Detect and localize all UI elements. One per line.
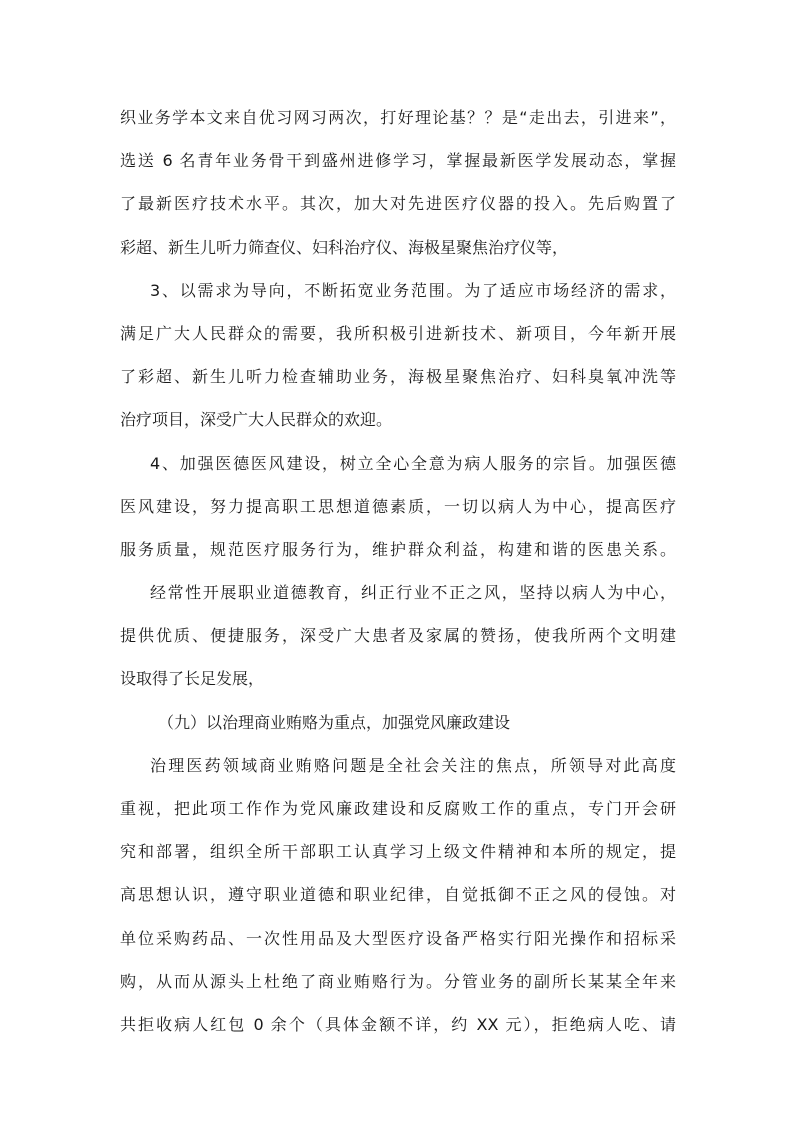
paragraph-start-line: 经常性开展职业道德教育，纠正行业不正之风，坚持以病人为中心， [150, 583, 676, 603]
paragraph-start-line: 3、以需求为导向，不断拓宽业务范围。为了适应市场经济的需求， [150, 280, 676, 300]
text-line: 服务质量，规范医疗服务行为，维护群众利益，构建和谐的医患关系。 [120, 539, 676, 559]
text-line: 医风建设，努力提高职工思想道德素质，一切以病人为中心，提高医疗 [120, 496, 676, 516]
text-line: 单位采购药品、一次性用品及大型医疗设备严格实行阳光操作和招标采 [120, 928, 676, 948]
text-line: 高思想认识，遵守职业道德和职业纪律，自觉抵御不正之风的侵蚀。对 [120, 885, 676, 905]
text-line: 治疗项目，深受广大人民群众的欢迎。 [120, 410, 393, 430]
text-line: 设取得了长足发展， [120, 669, 265, 689]
section-heading: （九）以治理商业贿赂为重点，加强党风廉政建设 [158, 712, 511, 732]
text-line: 了彩超、新生儿听力检查辅助业务，海极星聚焦治疗、妇科臭氧冲洗等 [120, 367, 676, 387]
document-body [120, 96, 676, 1046]
text-line: 彩超、新生儿听力筛查仪、妇科治疗仪、海极星聚焦治疗仪等， [120, 237, 569, 257]
text-line: 重视，把此项工作作为党风廉政建设和反腐败工作的重点，专门开会研 [120, 799, 676, 818]
text-line: 选送 6 名青年业务骨干到盛州进修学习，掌握最新医学发展动态，掌握 [120, 151, 676, 171]
text-line: 了最新医疗技术水平。其次，加大对先进医疗仪器的投入。先后购置了 [120, 194, 676, 214]
text-line: 购，从而从源头上杜绝了商业贿赂行为。分管业务的副所长某某全年来 [120, 971, 676, 991]
text-line: 织业务学本文来自优习网习两次，打好理论基？？是“走出去，引进来”， [120, 108, 676, 127]
text-line: 满足广大人民群众的需要，我所积极引进新技术、新项目，今年新开展 [120, 323, 676, 343]
paragraph-start-line: 治理医药领域商业贿赂问题是全社会关注的焦点，所领导对此高度 [150, 755, 676, 775]
text-line: 究和部署，组织全所干部职工认真学习上级文件精神和本所的规定，提 [120, 842, 676, 862]
text-line: 共拒收病人红包 0 余个（具体金额不详，约 XX 元），拒绝病人吃、请 [120, 1014, 676, 1034]
text-line: 提供优质、便捷服务，深受广大患者及家属的赞扬，使我所两个文明建 [120, 626, 676, 646]
paragraph-start-line: 4、加强医德医风建设，树立全心全意为病人服务的宗旨。加强医德 [150, 453, 676, 473]
